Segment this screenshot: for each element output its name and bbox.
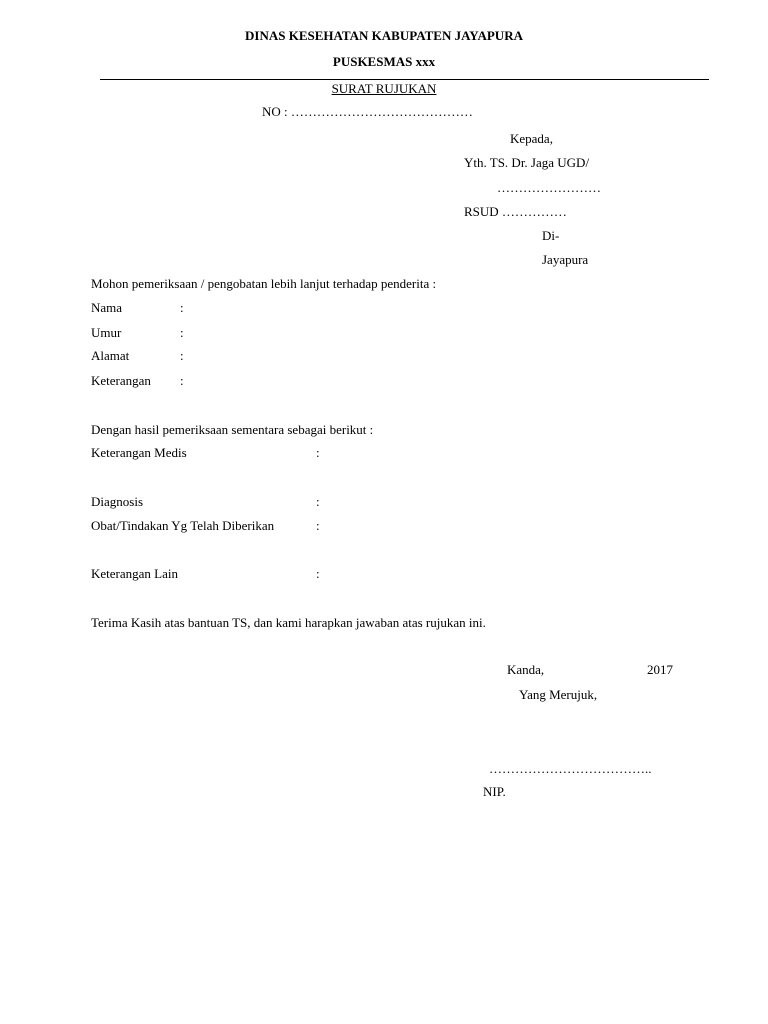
field-label: Umur [91,325,122,340]
field-umur [91,325,184,341]
field-separator: : [180,348,184,363]
clinic-name: PUSKESMAS xxx [332,54,436,69]
recipient-to: Kepada, [510,131,553,146]
field-separator: : [180,325,184,340]
recipient-dots: …………………… [497,180,601,195]
header-divider [100,79,709,80]
patient-intro: Mohon pemeriksaan / pengobatan lebih lanjut terhadap penderita : [91,276,437,291]
field-separator: : [316,518,320,533]
field-label: Alamat [91,348,130,363]
field-keterangan-lain [91,566,320,582]
field-keterangan-medis [91,445,320,461]
field-separator: : [316,445,320,460]
field-keterangan [91,373,184,389]
field-label: Nama [91,300,123,315]
field-alamat [91,348,184,364]
field-nama [91,300,184,316]
recipient-doctor: Yth. TS. Dr. Jaga UGD/ [464,155,590,170]
letter-number: NO : …………………………………… [262,104,473,119]
signature-dots: ……………………………….. [489,761,652,776]
agency-name: DINAS KESEHATAN KABUPATEN JAYAPURA [245,28,523,43]
exam-intro: Dengan hasil pemeriksaan sementara sebagai berikut : [91,422,374,437]
field-label: Diagnosis [91,494,143,509]
signature-place: Kanda, [507,662,545,677]
field-separator: : [316,494,320,509]
closing-statement: Terima Kasih atas bantuan TS, dan kami harapkan jawaban atas rujukan ini. [91,615,486,630]
field-label: Obat/Tindakan Yg Telah Diberikan [91,518,275,533]
document-title [0,81,768,97]
recipient-di: Di- [542,228,560,243]
field-diagnosis [91,494,320,510]
signature-year: 2017 [647,662,673,677]
field-obat-tindakan [91,518,320,534]
document-title-text: SURAT RUJUKAN [331,81,437,96]
field-separator: : [180,300,184,315]
field-label: Keterangan [91,373,151,388]
field-separator: : [180,373,184,388]
signature-nip: NIP. [483,784,506,799]
field-label: Keterangan Medis [91,445,187,460]
recipient-city: Jayapura [542,252,589,267]
signature-referrer: Yang Merujuk, [519,687,598,702]
field-label: Keterangan Lain [91,566,178,581]
recipient-hospital: RSUD …………… [464,204,567,219]
field-separator: : [316,566,320,581]
